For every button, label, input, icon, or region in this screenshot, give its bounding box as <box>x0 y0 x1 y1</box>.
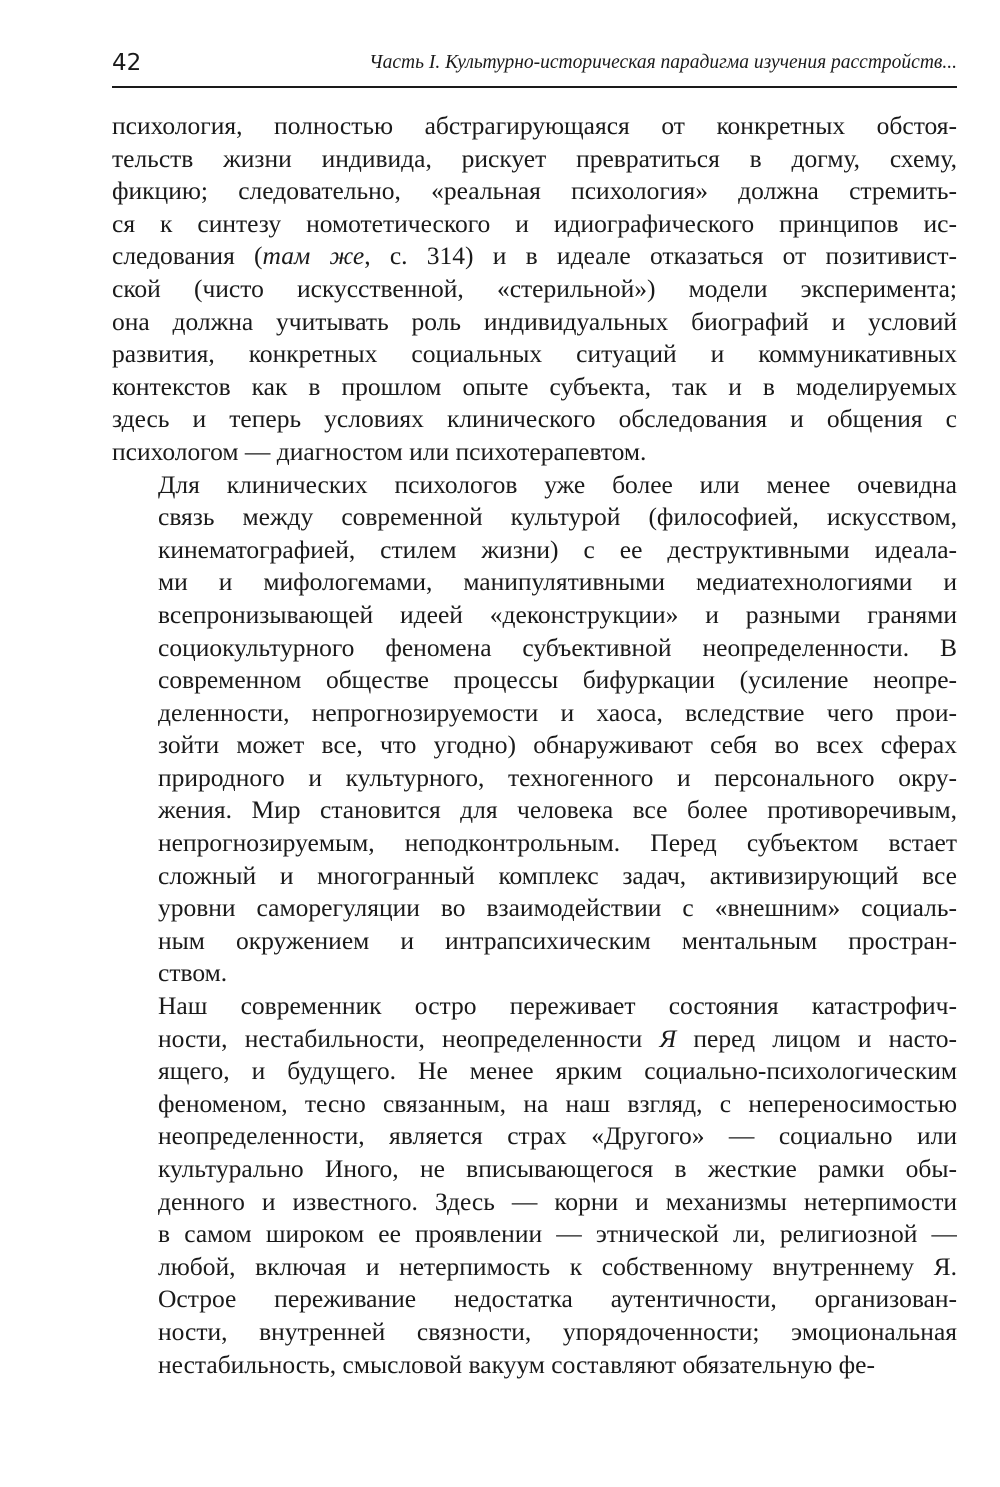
text-line: ми и мифологемами, манипулятивными медиатехнологиями и <box>158 567 957 597</box>
text-line: зойти может все, что угодно) обнаруживают себя во всех сферах <box>158 730 957 760</box>
text-line: современном обществе процессы бифуркации (усиление неопре- <box>158 665 957 695</box>
text-line: ным окружением и интрапсихическим ментальным простран- <box>158 925 957 955</box>
text-line: следования (там же, с. 314) и в идеале отказаться от позитивист- <box>112 241 957 271</box>
text-line: непрогнозируемым, неподконтрольным. Перед субъектом встает <box>158 828 957 858</box>
text-line: нестабильность, смысловой вакуум составляют обязательную фе- <box>158 1349 875 1379</box>
text-line: ся к синтезу номотетического и идиографического принципов ис- <box>112 208 957 238</box>
text-line: кинематографией, стилем жизни) с ее деструктивными идеала- <box>158 534 957 564</box>
text-line: психология, полностью абстрагирующаяся от конкретных обстоя- <box>112 111 957 140</box>
text-line: жения. Мир становится для человека все более противоречивым, <box>158 795 957 825</box>
text-line: культурально Иного, не вписывающегося в жесткие рамки обы- <box>158 1154 957 1183</box>
paragraph-2 <box>112 469 957 991</box>
text-line: социокультурного феномена субъективной неопределенности. В <box>158 632 957 662</box>
text-line: сложный и многогранный комплекс задач, активизирующий все <box>158 860 957 890</box>
text-line: уровни саморегуляции во взаимодействии с «внешним» социаль- <box>158 893 957 923</box>
paragraph-1 <box>112 110 957 469</box>
page-number: 42 <box>112 50 142 76</box>
text-line: Для клинических психологов уже более или менее очевидна <box>158 469 957 499</box>
text-line: ности, нестабильности, неопределенности Я перед лицом и насто- <box>158 1023 957 1053</box>
text-line: в самом широком ее проявлении — этнической ли, религиозной — <box>158 1219 957 1249</box>
text-line: денного и известного. Здесь — корни и механизмы нетерпимости <box>158 1186 957 1216</box>
text-line: неопределенности, является страх «Другого» — социально или <box>158 1121 957 1151</box>
text-line: природного и культурного, техногенного и персонального окру- <box>158 762 957 792</box>
text-line: ящего, и будущего. Не менее ярким социально-психологическим <box>158 1056 957 1086</box>
text-line: контекстов как в прошлом опыте субъекта, так и в моделируемых <box>112 371 957 401</box>
text-line: Острое переживание недостатка аутентичности, организован- <box>158 1284 957 1314</box>
text-line: развития, конкретных социальных ситуаций и коммуникативных <box>112 339 957 369</box>
text-line: ской (чисто искусственной, «стерильной») модели эксперимента; <box>112 273 957 303</box>
body-text <box>112 110 957 1381</box>
text-line: тельств жизни индивида, рискует превратиться в догму, схему, <box>112 143 957 173</box>
paragraph-3 <box>112 990 957 1381</box>
running-header <box>112 46 957 88</box>
text-line: деленности, непрогнозируемости и хаоса, вследствие чего прои- <box>158 697 957 727</box>
text-line: ности, внутренней связности, упорядоченности; эмоциональная <box>158 1316 957 1346</box>
text-line: всепронизывающей идеей «деконструкции» и разными гранями <box>158 599 957 629</box>
text-line: здесь и теперь условиях клинического обследования и общения с <box>112 404 957 434</box>
chapter-title: Часть I. Культурно-историческая парадигма изучения расстройств... <box>369 52 957 73</box>
text-line: связь между современной культурой (философией, искусством, <box>158 502 957 532</box>
text-line: психологом — диагностом или психотерапевтом. <box>112 436 647 466</box>
text-line: она должна учитывать роль индивидуальных биографий и условий <box>112 306 957 336</box>
text-line: феноменом, тесно связанным, на наш взгляд, с непереносимостью <box>158 1088 957 1118</box>
text-line: фикцию; следовательно, «реальная психология» должна стремить- <box>112 176 957 206</box>
text-line: любой, включая и нетерпимость к собственному внутреннему Я. <box>158 1251 957 1281</box>
text-line: ством. <box>158 958 228 988</box>
text-line: Наш современник остро переживает состояния катастрофич- <box>158 991 957 1021</box>
